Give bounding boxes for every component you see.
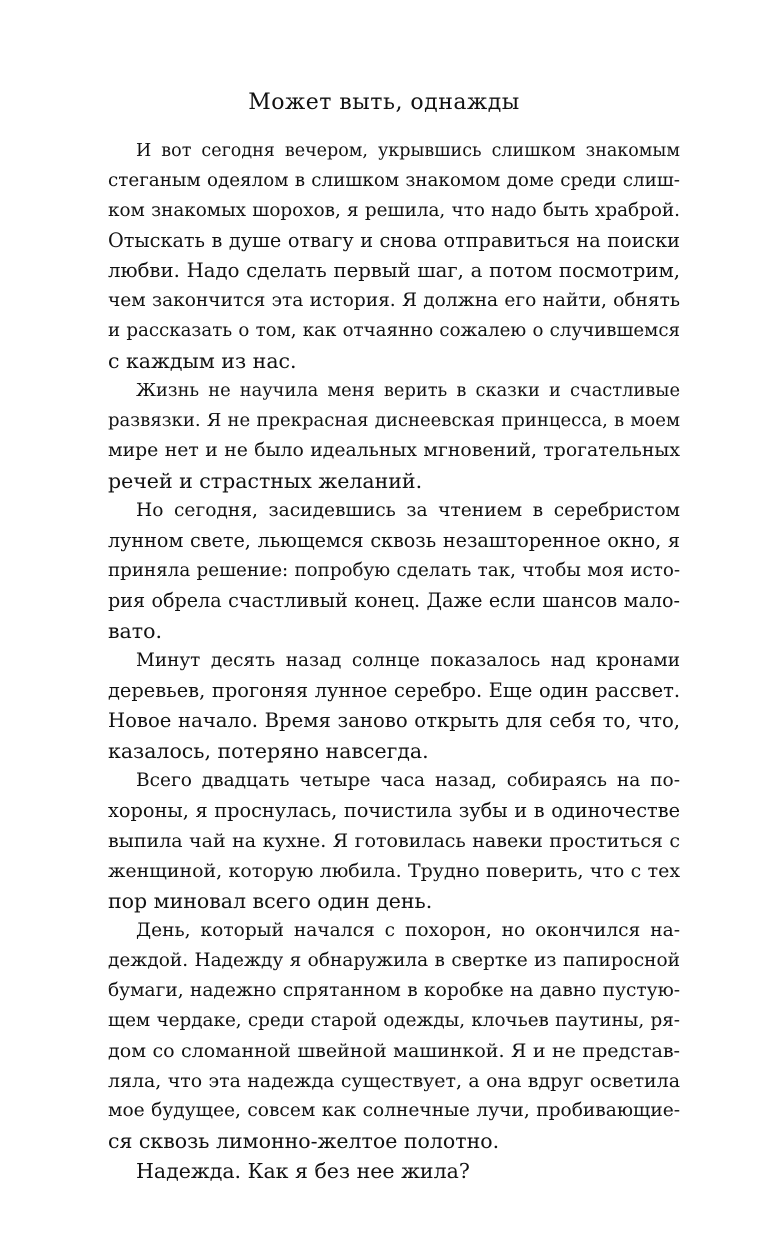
- text-line: и рассказать о том, как отчаянно сожалею о случившемся: [108, 320, 680, 341]
- text-line: И вот сегодня вечером, укрывшись слишком знакомым: [136, 141, 680, 161]
- text-line: рия обрела счастливый конец. Даже если шансов мало-: [108, 589, 680, 612]
- text-line: лунном свете, льющемся сквозь незашторенное окно, я: [108, 529, 680, 552]
- paragraph: [108, 376, 680, 496]
- text-line: хороны, я проснулась, почистила зубы и в одиночестве: [108, 799, 680, 822]
- text-line: мире нет и не было идеальных мгновений, трогательных: [108, 440, 680, 461]
- text-line: развязки. Я не прекрасная диснеевская принцесса, в моем: [108, 410, 680, 431]
- text-line: ляла, что эта надежда существует, а она вдруг осветила: [108, 1070, 680, 1092]
- running-head: Может выть, однажды: [248, 90, 520, 115]
- text-line: приняла решение: попробую сделать так, чтобы моя исто-: [108, 560, 680, 581]
- text-line: речей и страстных желаний.: [108, 469, 423, 493]
- text-line: Но сегодня, засидевшись за чтением в серебристом: [136, 500, 680, 521]
- text-line: Всего двадцать четыре часа назад, собираясь на по-: [136, 770, 680, 791]
- text-line: казалось, потеряно навсегда.: [108, 739, 429, 763]
- body-text: [108, 136, 680, 1186]
- text-line: бумаги, надежно спрятанном в коробке на давно пустую-: [108, 980, 680, 1001]
- text-line: щем чердаке, среди старой одежды, клочьев паутины, ря-: [108, 1010, 680, 1031]
- text-line: с каждым из нас.: [108, 349, 297, 373]
- text-line: чем закончится эта история. Я должна его найти, обнять: [108, 290, 680, 311]
- text-line: Жизнь не научила меня верить в сказки и счастливые: [136, 380, 680, 401]
- text-line: пор миновал всего один день.: [108, 889, 433, 913]
- text-line: ся сквозь лимонно-желтое полотно.: [108, 1129, 500, 1153]
- text-line: Минут десять назад солнце показалось над кронами: [136, 650, 680, 671]
- paragraph: [108, 136, 680, 376]
- text-line: деждой. Надежду я обнаружила в свертке из папиросной: [108, 950, 680, 971]
- text-line: деревьев, прогоняя лунное серебро. Еще один рассвет.: [108, 679, 680, 702]
- paragraph: [108, 766, 680, 916]
- paragraph: [108, 916, 680, 1156]
- paragraph: [108, 1156, 680, 1186]
- text-line: День, который начался с похорон, но окончился на-: [136, 920, 680, 941]
- text-line: выпила чай на кухне. Я готовилась навеки проститься с: [108, 830, 680, 852]
- text-line: женщиной, которую любила. Трудно поверить, что с тех: [108, 860, 680, 882]
- text-line: любви. Надо сделать первый шаг, а потом посмотрим,: [108, 259, 680, 282]
- text-line: мое будущее, совсем как солнечные лучи, пробивающие-: [108, 1100, 680, 1121]
- text-line: стеганым одеялом в слишком знакомом доме среди слиш-: [108, 170, 680, 191]
- text-line: Отыскать в душе отвагу и снова отправиться на поиски: [108, 229, 680, 252]
- paragraph: [108, 646, 680, 766]
- text-line: дом со сломанной швейной машинкой. Я и не представ-: [108, 1040, 680, 1062]
- text-line: вато.: [108, 619, 162, 643]
- text-line: Новое начало. Время заново открыть для себя то, что,: [108, 709, 680, 732]
- text-line: ком знакомых шорохов, я решила, что надо быть храброй.: [108, 200, 680, 221]
- paragraph: [108, 496, 680, 646]
- text-line: Надежда. Как я без нее жила?: [136, 1159, 470, 1183]
